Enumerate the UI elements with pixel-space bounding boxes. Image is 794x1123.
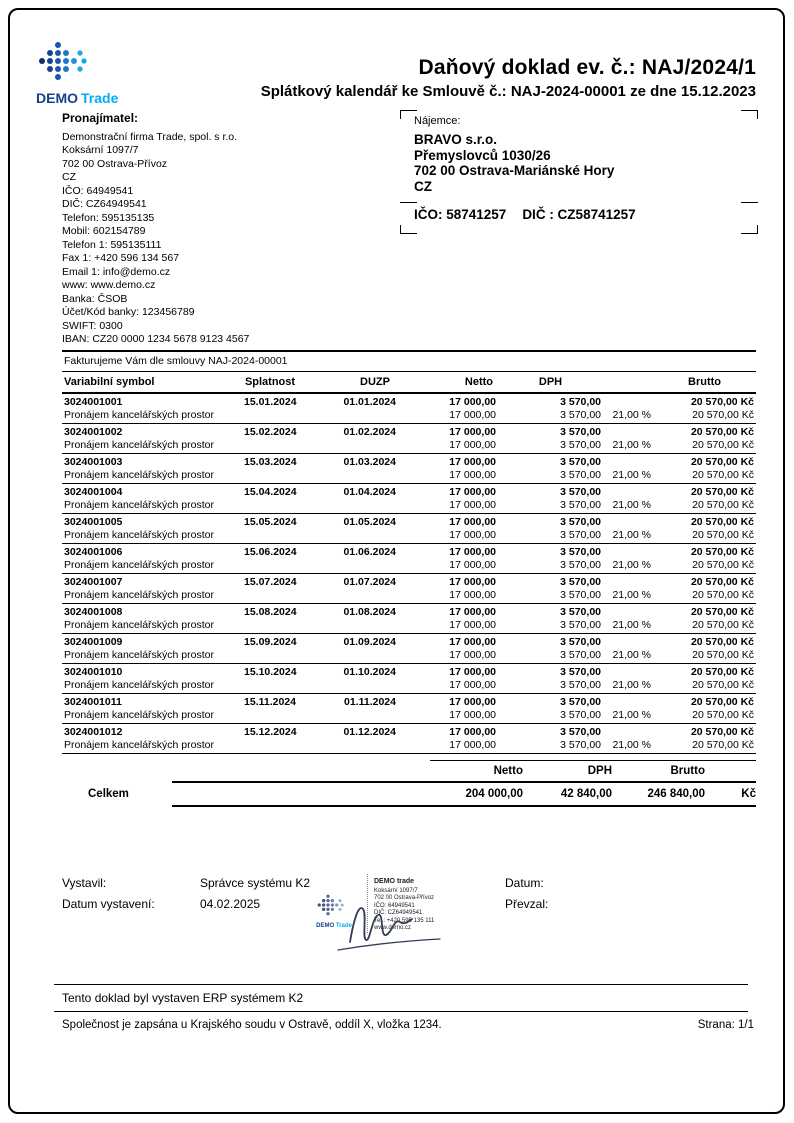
cell-variable-symbol: 3024001004 [64,486,123,498]
cell-duzp: 01.06.2024 [343,546,396,558]
company-logo [36,38,156,106]
cell-dph: 3 570,00 [560,486,601,498]
invoice-row-detail [62,588,756,604]
stamp-brand: DEMO trade [374,878,415,885]
invoice-row-detail [62,498,756,514]
cell-vat-rate: 21,00 % [603,708,653,724]
cell-vat-rate: 21,00 % [603,678,653,694]
supplier-line: Fax 1: +420 596 134 567 [62,252,180,264]
supplier-line: IČO: 64949541 [62,184,134,197]
cell-vat-rate: 21,00 % [603,558,653,574]
table-intro: Fakturujeme Vám dle smlouvy NAJ-2024-00001 [62,350,756,372]
cell-detail-netto: 17 000,00 [398,438,498,454]
cell-due-date: 15.02.2024 [244,426,297,438]
cell-variable-symbol: 3024001007 [64,576,123,588]
cell-detail-netto: 17 000,00 [398,558,498,574]
legal-note: Společnost je zapsána u Krajského soudu v Ostravě, oddíl X, vložka 1234. [62,1019,442,1031]
cell-detail-dph: 3 570,00 [498,468,603,484]
cell-due-date: 15.08.2024 [244,606,297,618]
cell-dph: 3 570,00 [560,456,601,468]
stamp-wordmark: DEMO Trade [316,923,352,929]
cell-variable-symbol: 3024001010 [64,666,123,678]
cell-due-date: 15.03.2024 [244,456,297,468]
supplier-line: Telefon: 595135135 [62,211,155,224]
cell-vat-rate: 21,00 % [603,738,653,754]
cell-netto: 17 000,00 [449,576,496,588]
customer-street: Přemyslovců 1030/26 [414,147,551,163]
invoice-row-detail [62,738,756,754]
vystavil-value: Správce systému K2 [200,876,311,890]
invoice-row [62,544,756,559]
cell-detail-dph: 3 570,00 [498,738,603,754]
cell-detail-dph: 3 570,00 [498,618,603,634]
page-number: Strana: 1/1 [697,1019,754,1031]
supplier-heading: Pronajímatel: [62,111,139,125]
customer-address [414,132,614,194]
cell-brutto: 20 570,00 Kč [690,486,754,498]
document-header [261,56,756,100]
logo-dots-icon [36,38,102,84]
cell-duzp: 01.07.2024 [343,576,396,588]
cell-due-date: 15.11.2024 [244,696,296,708]
cell-duzp: 01.12.2024 [343,726,396,738]
cell-detail-netto: 17 000,00 [398,498,498,514]
cell-duzp: 01.10.2024 [343,666,396,678]
invoice-row [62,424,756,439]
stamp-line: 702 00 Ostrava-Přívoz [374,895,435,901]
totals-netto-label: Netto [493,765,523,777]
supplier-line: Banka: ČSOB [62,292,128,305]
cell-variable-symbol: 3024001005 [64,516,123,528]
cell-brutto: 20 570,00 Kč [690,396,754,408]
cell-detail-brutto: 20 570,00 Kč [653,498,756,514]
datum-vystaveni-value: 04.02.2025 [200,897,261,911]
cell-due-date: 15.07.2024 [244,576,297,588]
document-subtitle: Splátkový kalendář ke Smlouvě č.: NAJ-2024-00001 ze dne 15.12.2023 [260,83,756,100]
totals-header-row [62,761,756,781]
totals-rule-bottom [172,805,756,807]
customer-name: BRAVO s.r.o. [414,132,498,147]
cell-description: Pronájem kancelářských prostor [62,618,242,634]
customer-block [400,110,758,234]
supplier-details [62,131,392,347]
cell-detail-brutto: 20 570,00 Kč [653,468,756,484]
invoice-row [62,393,756,408]
cell-variable-symbol: 3024001009 [64,636,123,648]
cell-duzp: 01.11.2024 [344,696,396,708]
cell-detail-netto: 17 000,00 [398,408,498,424]
cell-description: Pronájem kancelářských prostor [62,468,242,484]
cell-brutto: 20 570,00 Kč [690,726,754,738]
cell-detail-brutto: 20 570,00 Kč [653,528,756,544]
prevzal-label: Převzal: [505,897,549,911]
cell-brutto: 20 570,00 Kč [690,606,754,618]
cell-vat-rate: 21,00 % [603,438,653,454]
invoice-row-detail [62,708,756,724]
cell-detail-netto: 17 000,00 [398,708,498,724]
cell-dph: 3 570,00 [560,696,601,708]
cell-spacer [603,393,653,408]
datum-vystaveni-label: Datum vystavení: [62,897,155,911]
invoice-row [62,484,756,499]
cell-duzp: 01.03.2024 [343,456,396,468]
cell-spacer [603,574,653,589]
supplier-line: Telefon 1: 595135111 [62,238,162,251]
customer-heading: Nájemce: [414,115,461,127]
invoice-row [62,454,756,469]
vystavil-label: Vystavil: [62,876,107,890]
totals-celkem-label: Celkem [88,788,129,800]
cell-brutto: 20 570,00 Kč [690,516,754,528]
cell-variable-symbol: 3024001012 [64,726,123,738]
invoice-row [62,574,756,589]
invoice-row-detail [62,438,756,454]
cell-duzp: 01.05.2024 [343,516,396,528]
invoice-row-detail [62,678,756,694]
cell-description: Pronájem kancelářských prostor [62,708,242,724]
logo-word-demo: DEMO [36,90,78,106]
totals-brutto-label: Brutto [670,765,705,777]
cell-vat-rate: 21,00 % [603,528,653,544]
stamp-line: IČO: 64949541 [374,902,415,909]
cell-description: Pronájem kancelářských prostor [62,408,242,424]
totals-dph-label: DPH [587,765,612,777]
cell-dph: 3 570,00 [560,396,601,408]
cell-variable-symbol: 3024001008 [64,606,123,618]
cell-detail-netto: 17 000,00 [398,738,498,754]
cell-detail-netto: 17 000,00 [398,618,498,634]
supplier-line: www: www.demo.cz [62,279,156,291]
cell-detail-dph: 3 570,00 [498,408,603,424]
cell-variable-symbol: 3024001003 [64,456,123,468]
supplier-line: 702 00 Ostrava-Přívoz [62,157,168,170]
cell-detail-brutto: 20 570,00 Kč [653,408,756,424]
cell-detail-netto: 17 000,00 [398,678,498,694]
totals-netto-value: 204 000,00 [465,788,523,800]
header-netto: Netto [398,372,498,393]
header-spacer [603,372,653,393]
invoice-table-section [62,350,756,807]
cell-brutto: 20 570,00 Kč [690,696,754,708]
totals-row [62,783,756,805]
supplier-line: IBAN: CZ20 0000 1234 5678 9123 4567 [62,333,250,345]
corner-mark-icon [400,225,417,234]
cell-spacer [603,664,653,679]
stamp-line: www.demo.cz [374,925,412,931]
customer-city: 702 00 Ostrava-Mariánské Hory [414,163,615,178]
cell-description: Pronájem kancelářských prostor [62,438,242,454]
totals-dph-value: 42 840,00 [560,788,612,800]
signature [328,888,448,971]
invoice-row-detail [62,648,756,664]
cell-duzp: 01.09.2024 [343,636,396,648]
logo-word-trade: Trade [81,90,119,106]
cell-detail-brutto: 20 570,00 Kč [653,708,756,724]
invoice-row [62,604,756,619]
header-dph: DPH [498,372,603,393]
invoice-row-detail [62,468,756,484]
cell-vat-rate: 21,00 % [603,618,653,634]
cell-dph: 3 570,00 [560,666,601,678]
cell-spacer [603,544,653,559]
invoice-row-detail [62,618,756,634]
cell-due-date: 15.06.2024 [244,546,297,558]
cell-detail-dph: 3 570,00 [498,528,603,544]
invoice-row [62,724,756,739]
invoice-table-body [62,393,756,754]
cell-due-date: 15.12.2024 [244,726,297,738]
cell-dph: 3 570,00 [560,606,601,618]
cell-description: Pronájem kancelářských prostor [62,528,242,544]
corner-mark-icon [741,110,758,119]
cell-due-date: 15.05.2024 [244,516,297,528]
supplier-line: Mobil: 602154789 [62,225,146,237]
cell-due-date: 15.09.2024 [244,636,297,648]
cell-spacer [603,484,653,499]
invoice-row [62,664,756,679]
header-variable-symbol: Variabilní symbol [62,372,242,393]
cell-netto: 17 000,00 [449,696,496,708]
corner-mark-icon [741,225,758,234]
document-title: Daňový doklad ev. č.: NAJ/2024/1 [418,56,756,79]
cell-spacer [603,724,653,739]
cell-due-date: 15.01.2024 [244,396,297,408]
header-duzp: DUZP [298,372,398,393]
supplier-line: CZ [62,171,76,183]
cell-spacer [603,634,653,649]
cell-description: Pronájem kancelářských prostor [62,648,242,664]
cell-due-date: 15.04.2024 [244,486,297,498]
cell-brutto: 20 570,00 Kč [690,636,754,648]
cell-detail-dph: 3 570,00 [498,678,603,694]
divider-line [54,1011,748,1012]
customer-ico: IČO: 58741257 [414,207,507,222]
cell-spacer [603,514,653,529]
cell-vat-rate: 21,00 % [603,588,653,604]
cell-netto: 17 000,00 [449,546,496,558]
cell-dph: 3 570,00 [560,576,601,588]
cell-dph: 3 570,00 [560,546,601,558]
cell-brutto: 20 570,00 Kč [690,426,754,438]
supplier-line: SWIFT: 0300 [62,319,123,332]
supplier-block [62,112,392,347]
cell-detail-dph: 3 570,00 [498,558,603,574]
totals-brutto-value: 246 840,00 [647,788,705,800]
cell-spacer [603,454,653,469]
cell-variable-symbol: 3024001001 [64,396,123,408]
cell-spacer [603,424,653,439]
cell-detail-netto: 17 000,00 [398,528,498,544]
supplier-line: Email 1: info@demo.cz [62,265,171,278]
cell-vat-rate: 21,00 % [603,498,653,514]
cell-netto: 17 000,00 [449,456,496,468]
cell-duzp: 01.04.2024 [343,486,396,498]
totals-section [62,760,756,807]
cell-netto: 17 000,00 [449,666,496,678]
cell-detail-dph: 3 570,00 [498,438,603,454]
invoice-row-detail [62,408,756,424]
cell-dph: 3 570,00 [560,516,601,528]
totals-header-spacer [62,765,172,777]
cell-detail-dph: 3 570,00 [498,648,603,664]
cell-netto: 17 000,00 [449,606,496,618]
cell-description: Pronájem kancelářských prostor [62,498,242,514]
cell-netto: 17 000,00 [449,636,496,648]
stamp-line: Koksární 1097/7 [374,887,418,894]
divider-line [54,984,748,985]
cell-brutto: 20 570,00 Kč [690,576,754,588]
cell-detail-netto: 17 000,00 [398,588,498,604]
invoice-row [62,514,756,529]
cell-variable-symbol: 3024001002 [64,426,123,438]
invoice-table [62,372,756,754]
cell-variable-symbol: 3024001011 [64,696,122,708]
cell-detail-brutto: 20 570,00 Kč [653,678,756,694]
invoice-row [62,634,756,649]
cell-brutto: 20 570,00 Kč [690,666,754,678]
header-brutto: Brutto [653,372,756,393]
datum-label: Datum: [505,876,544,890]
cell-detail-brutto: 20 570,00 Kč [653,648,756,664]
cell-detail-netto: 17 000,00 [398,468,498,484]
cell-brutto: 20 570,00 Kč [690,546,754,558]
totals-currency: Kč [741,788,756,800]
cell-spacer [603,694,653,709]
cell-detail-dph: 3 570,00 [498,708,603,724]
cell-description: Pronájem kancelářských prostor [62,678,242,694]
cell-dph: 3 570,00 [560,726,601,738]
logo-wordmark [36,90,156,106]
cell-duzp: 01.01.2024 [343,396,396,408]
cell-spacer [603,604,653,619]
cell-netto: 17 000,00 [449,396,496,408]
invoice-row-detail [62,558,756,574]
erp-note: Tento doklad byl vystaven ERP systémem K2 [62,991,304,1005]
cell-vat-rate: 21,00 % [603,468,653,484]
cell-vat-rate: 21,00 % [603,648,653,664]
cell-detail-brutto: 20 570,00 Kč [653,438,756,454]
cell-netto: 17 000,00 [449,726,496,738]
cell-netto: 17 000,00 [449,426,496,438]
cell-detail-brutto: 20 570,00 Kč [653,738,756,754]
cell-brutto: 20 570,00 Kč [690,456,754,468]
corner-mark-icon [741,202,758,203]
stamp-line: DIČ: CZ64949541 [374,910,423,916]
cell-detail-brutto: 20 570,00 Kč [653,588,756,604]
cell-description: Pronájem kancelářských prostor [62,588,242,604]
cell-due-date: 15.10.2024 [244,666,297,678]
cell-duzp: 01.02.2024 [343,426,396,438]
supplier-line: DIČ: CZ64949541 [62,198,147,210]
cell-detail-dph: 3 570,00 [498,588,603,604]
customer-ids [414,207,636,222]
stamp-line: Tel.: +420 595 135 111 [374,917,435,924]
customer-country: CZ [414,178,432,194]
supplier-line: Demonstrační firma Trade, spol. s r.o. [62,130,238,143]
cell-variable-symbol: 3024001006 [64,546,123,558]
invoice-row [62,694,756,709]
corner-mark-icon [400,202,417,203]
cell-description: Pronájem kancelářských prostor [62,738,242,754]
cell-netto: 17 000,00 [449,486,496,498]
supplier-line: Účet/Kód banky: 123456789 [62,306,195,318]
cell-detail-dph: 3 570,00 [498,498,603,514]
supplier-line: Koksární 1097/7 [62,144,139,156]
invoice-row-detail [62,528,756,544]
customer-dic: DIČ : CZ58741257 [522,207,636,222]
cell-detail-brutto: 20 570,00 Kč [653,558,756,574]
cell-detail-netto: 17 000,00 [398,648,498,664]
cell-detail-brutto: 20 570,00 Kč [653,618,756,634]
cell-netto: 17 000,00 [449,516,496,528]
cell-vat-rate: 21,00 % [603,408,653,424]
cell-dph: 3 570,00 [560,636,601,648]
header-splatnost: Splatnost [242,372,298,393]
cell-description: Pronájem kancelářských prostor [62,558,242,574]
cell-duzp: 01.08.2024 [343,606,396,618]
table-header-row [62,372,756,393]
cell-dph: 3 570,00 [560,426,601,438]
signature-icon [328,888,448,966]
